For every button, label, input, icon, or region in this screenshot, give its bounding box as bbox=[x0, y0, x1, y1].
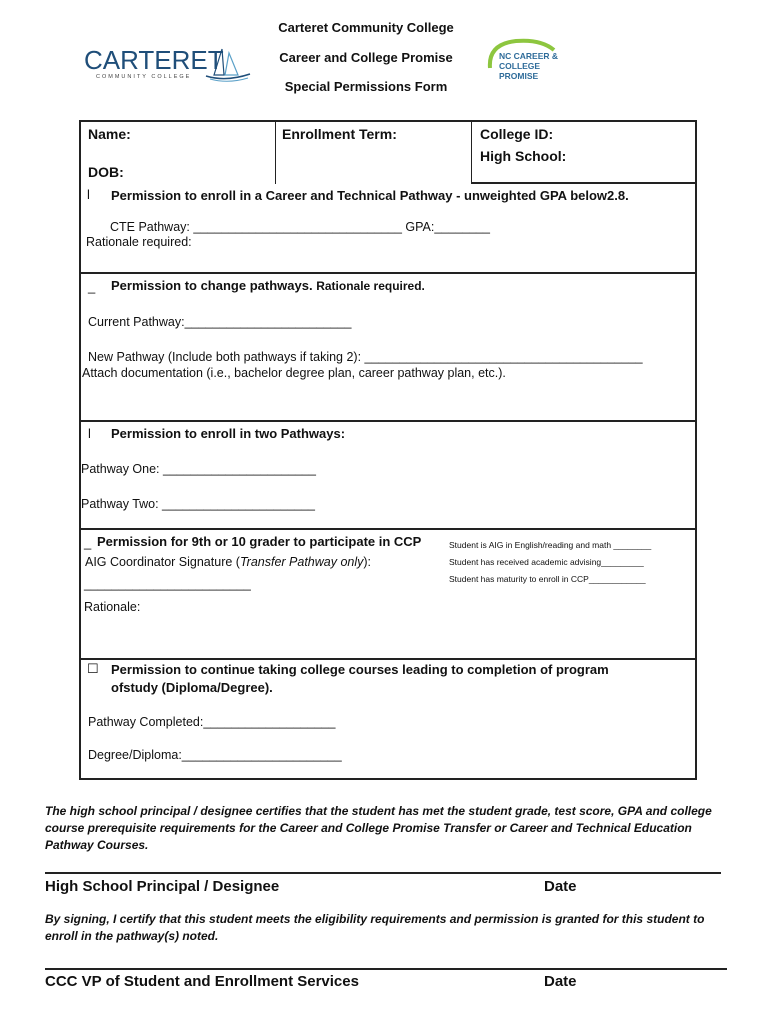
principal-signature-label: High School Principal / Designee bbox=[45, 878, 280, 895]
change-pathway-checkbox[interactable]: _ bbox=[88, 279, 96, 294]
maturity-note[interactable]: Student has maturity to enroll in CCP____________ bbox=[449, 574, 646, 584]
pathway-one-line[interactable]: Pathway One: ______________________ bbox=[81, 462, 316, 476]
enrollment-term-label: Enrollment Term: bbox=[282, 126, 397, 142]
carteret-logo-word: CARTERET bbox=[84, 45, 224, 75]
principal-signature-line[interactable] bbox=[45, 872, 721, 874]
principal-date-label: Date bbox=[544, 878, 577, 895]
continue-courses-checkbox[interactable]: ☐ bbox=[87, 661, 99, 676]
form-title: Special Permissions Form bbox=[284, 79, 448, 94]
principal-certification-text: The high school principal / designee certifies that the student has met the student grade, test score, GPA and college course prerequisite requirements for the Career and College Promise Transfer or Career and Technical Education Pathway Courses. bbox=[45, 804, 712, 852]
program-name: Career and College Promise bbox=[279, 50, 453, 65]
ccp-rationale-label: Rationale: bbox=[84, 600, 141, 614]
college-name: Carteret Community College bbox=[278, 20, 454, 35]
current-pathway-line[interactable]: Current Pathway:________________________ bbox=[88, 315, 352, 329]
change-pathway-rationale: Rationale required. bbox=[316, 279, 425, 293]
vp-signature-label: CCC VP of Student and Enrollment Services bbox=[45, 973, 359, 990]
carteret-logo-sub: COMMUNITY COLLEGE bbox=[96, 74, 192, 80]
two-pathways-checkbox[interactable]: l bbox=[88, 426, 91, 441]
cte-pathway-line[interactable]: CTE Pathway: ______________________________ GPA:________ bbox=[110, 220, 490, 234]
aig-signature-end: ): bbox=[363, 555, 372, 569]
aig-signature-label bbox=[85, 555, 371, 569]
new-pathway-line[interactable]: New Pathway (Include both pathways if taking 2): ________________________________________ bbox=[88, 350, 643, 364]
aig-note[interactable]: Student is AIG in English/reading and math ________ bbox=[449, 540, 652, 550]
change-pathway-title bbox=[111, 278, 425, 293]
dob-label: DOB: bbox=[88, 164, 124, 180]
pathway-two-line[interactable]: Pathway Two: ______________________ bbox=[81, 497, 316, 511]
name-label: Name: bbox=[88, 126, 131, 142]
nc-logo-line2: COLLEGE PROMISE bbox=[499, 61, 541, 81]
college-id-label: College ID: bbox=[480, 126, 554, 142]
continue-courses-title-2: ofstudy (Diploma/Degree). bbox=[111, 680, 273, 695]
aig-signature-blank[interactable]: ________________________ bbox=[84, 577, 251, 591]
cte-permission-title: Permission to enroll in a Career and Technical Pathway - unweighted GPA below2.8. bbox=[111, 188, 629, 203]
cte-checkbox[interactable]: l bbox=[87, 187, 90, 202]
ccp-grader-title: Permission for 9th or 10 grader to participate in CCP bbox=[97, 534, 422, 549]
cte-rationale-label: Rationale required: bbox=[86, 235, 192, 249]
two-pathways-title: Permission to enroll in two Pathways: bbox=[111, 426, 346, 441]
change-pathway-title-text: Permission to change pathways. bbox=[111, 278, 313, 293]
aig-signature-text: AIG Coordinator Signature ( bbox=[85, 555, 240, 569]
attach-docs-note: Attach documentation (i.e., bachelor degree plan, career pathway plan, etc.). bbox=[82, 366, 506, 380]
carteret-logo bbox=[84, 45, 254, 85]
pathway-completed-line[interactable]: Pathway Completed:___________________ bbox=[88, 715, 336, 729]
nc-logo-line1: NC CAREER & bbox=[499, 51, 559, 61]
continue-courses-title-1: Permission to continue taking college courses leading to completion of program bbox=[111, 662, 609, 677]
ccp-grader-checkbox[interactable]: _ bbox=[84, 535, 92, 550]
sailboat-icon bbox=[196, 45, 254, 83]
advising-note[interactable]: Student has received academic advising_________ bbox=[449, 557, 644, 567]
degree-diploma-line[interactable]: Degree/Diploma:_______________________ bbox=[88, 748, 342, 762]
vp-signature-line[interactable] bbox=[45, 968, 727, 970]
high-school-label: High School: bbox=[480, 148, 567, 164]
signing-certification-text: By signing, I certify that this student meets the eligibility requirements and permission is granted for this student to enroll in the pathway(s) noted. bbox=[45, 912, 705, 943]
nc-ccp-logo bbox=[486, 38, 576, 81]
vp-date-label: Date bbox=[544, 973, 577, 990]
aig-signature-italic: Transfer Pathway only bbox=[239, 555, 364, 569]
